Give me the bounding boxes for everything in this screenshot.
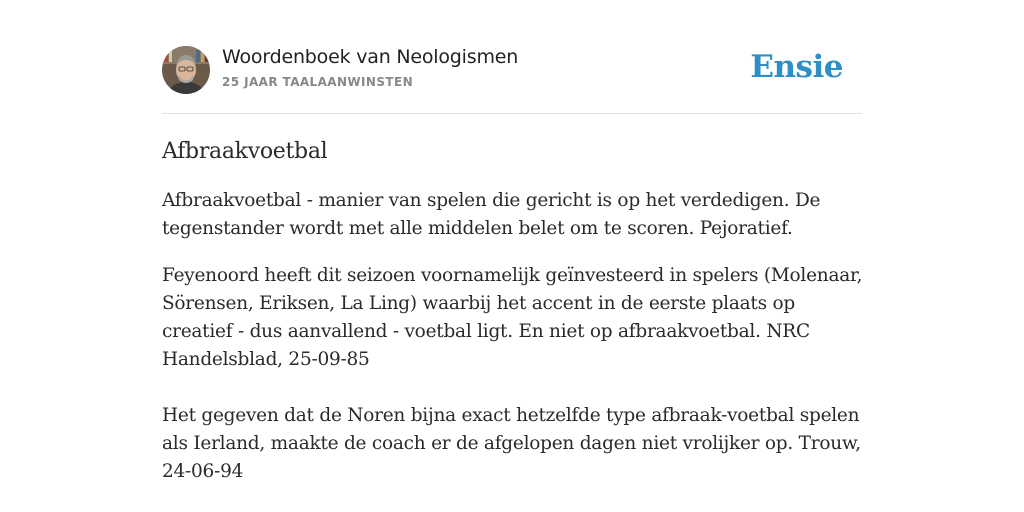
person-portrait-icon xyxy=(162,46,210,94)
article-title: Afbraakvoetbal xyxy=(162,139,328,164)
author-subtitle: 25 JAAR TAALAANWINSTEN xyxy=(222,75,414,89)
header-divider xyxy=(162,113,862,114)
article-definition: Afbraakvoetbal - manier van spelen die gericht is op het verdedigen. De tegenstander wordt met alle middelen belet om te scoren. Pejoratief. xyxy=(162,190,821,239)
avatar[interactable] xyxy=(162,46,210,94)
brand-logo[interactable]: Ensie xyxy=(750,49,843,85)
article-quote-2: Het gegeven dat de Noren bijna exact hetzelfde type afbraak-voetbal spelen als Ierland, maakte de coach er de afgelopen dagen niet vrolijker op. Trouw, 24-06-94 xyxy=(162,405,861,482)
article xyxy=(162,137,867,505)
article-quote-1: Feyenoord heeft dit seizoen voornamelijk geïnvesteerd in spelers (Molenaar, Sörensen, Eriksen, La Ling) waarbij het accent in de eerste plaats op creatief - dus aanvallend - voetbal ligt. En niet op afbraakvoetbal. NRC Handelsblad, 25-09-85 xyxy=(162,265,863,370)
author-name[interactable]: Woordenboek van Neologismen xyxy=(222,46,519,68)
header xyxy=(162,46,862,96)
